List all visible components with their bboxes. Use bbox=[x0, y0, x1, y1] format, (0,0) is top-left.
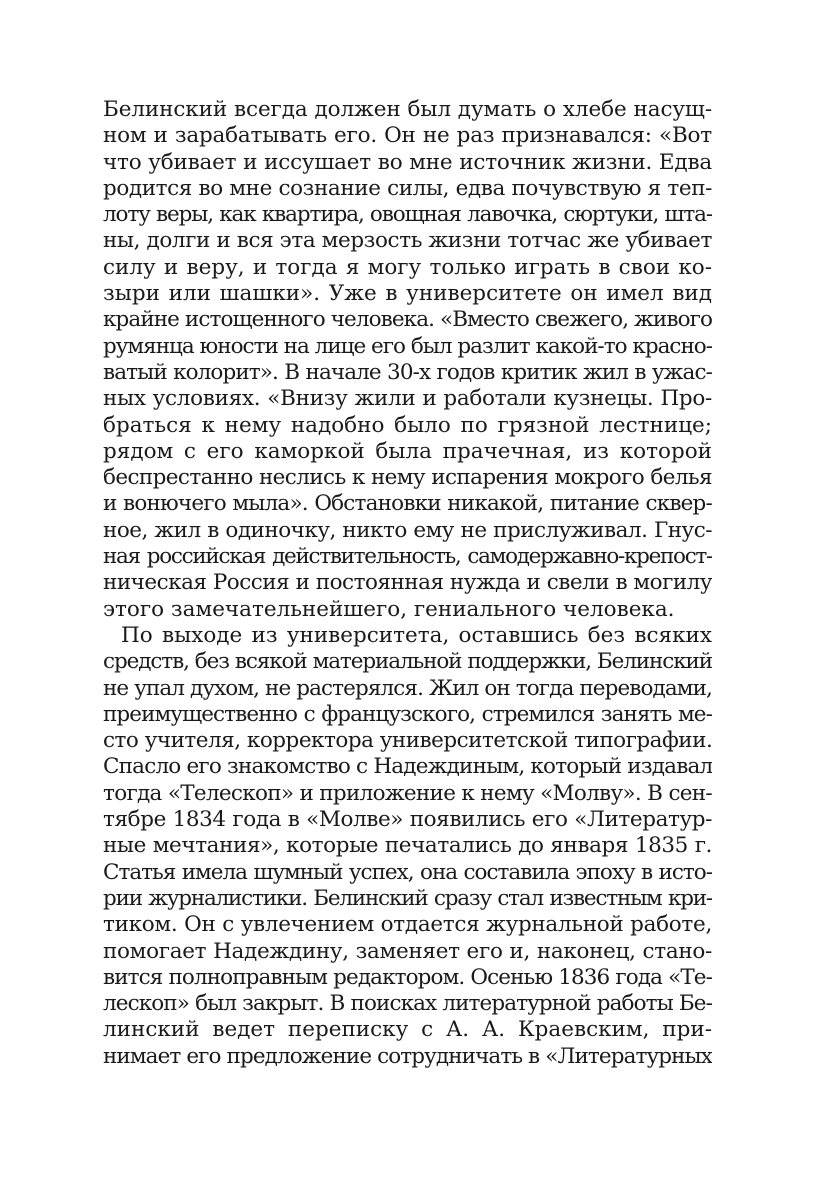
text-line: нимает его предложение сотрудничать в «Литературных bbox=[103, 1043, 712, 1069]
paragraph-2 bbox=[103, 623, 712, 1070]
text-line: вится полноправным редактором. Осенью 1836 года «Те- bbox=[103, 964, 712, 990]
text-line: что убивает и иссушает во мне источник жизни. Едва bbox=[103, 149, 712, 175]
text-line: этого замечательнейшего, гениального человека. bbox=[103, 596, 675, 622]
text-line: По выходе из университета, оставшись без всяких bbox=[121, 622, 712, 648]
text-line: тиком. Он с увлечением отдается журнальной работе, bbox=[103, 912, 712, 938]
text-line: ватый колорит». В начале 30-х годов критик жил в ужас- bbox=[103, 359, 712, 385]
text-line: преимущественно с французского, стремился занять ме- bbox=[103, 701, 712, 727]
text-line: рядом с его каморкой была прачечная, из которой bbox=[103, 438, 712, 464]
text-line: зыри или шашки». Уже в университете он имел вид bbox=[103, 281, 712, 307]
text-line: лоту веры, как квартира, овощная лавочка, сюртуки, шта- bbox=[103, 202, 712, 228]
text-line: румянца юности на лице его был разлит какой-то красно- bbox=[103, 333, 712, 359]
text-line: Статья имела шумный успех, она составила эпоху в исто- bbox=[103, 859, 712, 885]
paragraph-1 bbox=[103, 97, 712, 623]
text-line: и вонючего мыла». Обстановки никакой, питание сквер- bbox=[103, 491, 712, 517]
text-line: ная российская действительность, самодержавно-крепост- bbox=[103, 544, 712, 570]
text-line: линский ведет переписку с А. А. Краевским, при- bbox=[103, 1017, 712, 1043]
text-line: родится во мне сознание силы, едва почувствую я теп- bbox=[103, 175, 712, 201]
text-line: тогда «Телескоп» и приложение к нему «Молву». В сен- bbox=[103, 780, 712, 806]
text-line: браться к нему надобно было по грязной лестнице; bbox=[103, 412, 712, 438]
text-line: силу и веру, и тогда я могу только играть в свои ко- bbox=[103, 254, 712, 280]
text-line: ны, долги и вся эта мерзость жизни тотчас же убивает bbox=[103, 228, 712, 254]
text-line: ническая Россия и постоянная нужда и свели в могилу bbox=[103, 570, 712, 596]
text-line: помогает Надеждину, заменяет его и, наконец, стано- bbox=[103, 938, 712, 964]
text-line: ное, жил в одиночку, никто ему не прислуживал. Гнус- bbox=[103, 517, 712, 543]
text-line: рии журналистики. Белинский сразу стал известным кри- bbox=[103, 885, 712, 911]
text-line: лескоп» был закрыт. В поисках литературной работы Бе- bbox=[103, 991, 712, 1017]
text-line: Белинский всегда должен был думать о хлебе насущ- bbox=[103, 97, 712, 122]
body-text bbox=[103, 97, 712, 1070]
text-line: ные мечтания», которые печатались до января 1835 г. bbox=[103, 833, 712, 859]
text-line: тябре 1834 года в «Молве» появились его «Литератур- bbox=[103, 807, 712, 833]
text-line: ных условиях. «Внизу жили и работали кузнецы. Про- bbox=[103, 386, 712, 412]
text-line: крайне истощенного человека. «Вместо свежего, живого bbox=[103, 307, 712, 333]
text-line: беспрестанно неслись к нему испарения мокрого белья bbox=[103, 465, 712, 491]
text-line: средств, без всякой материальной поддержки, Белинский bbox=[103, 649, 712, 675]
text-line: Спасло его знакомство с Надеждиным, который издавал bbox=[103, 754, 712, 780]
text-line: сто учителя, корректора университетской типографии. bbox=[103, 728, 712, 754]
text-line: не упал духом, не растерялся. Жил он тогда переводами, bbox=[103, 675, 712, 701]
text-line: ном и зарабатывать его. Он не раз признавался: «Вот bbox=[103, 123, 712, 149]
